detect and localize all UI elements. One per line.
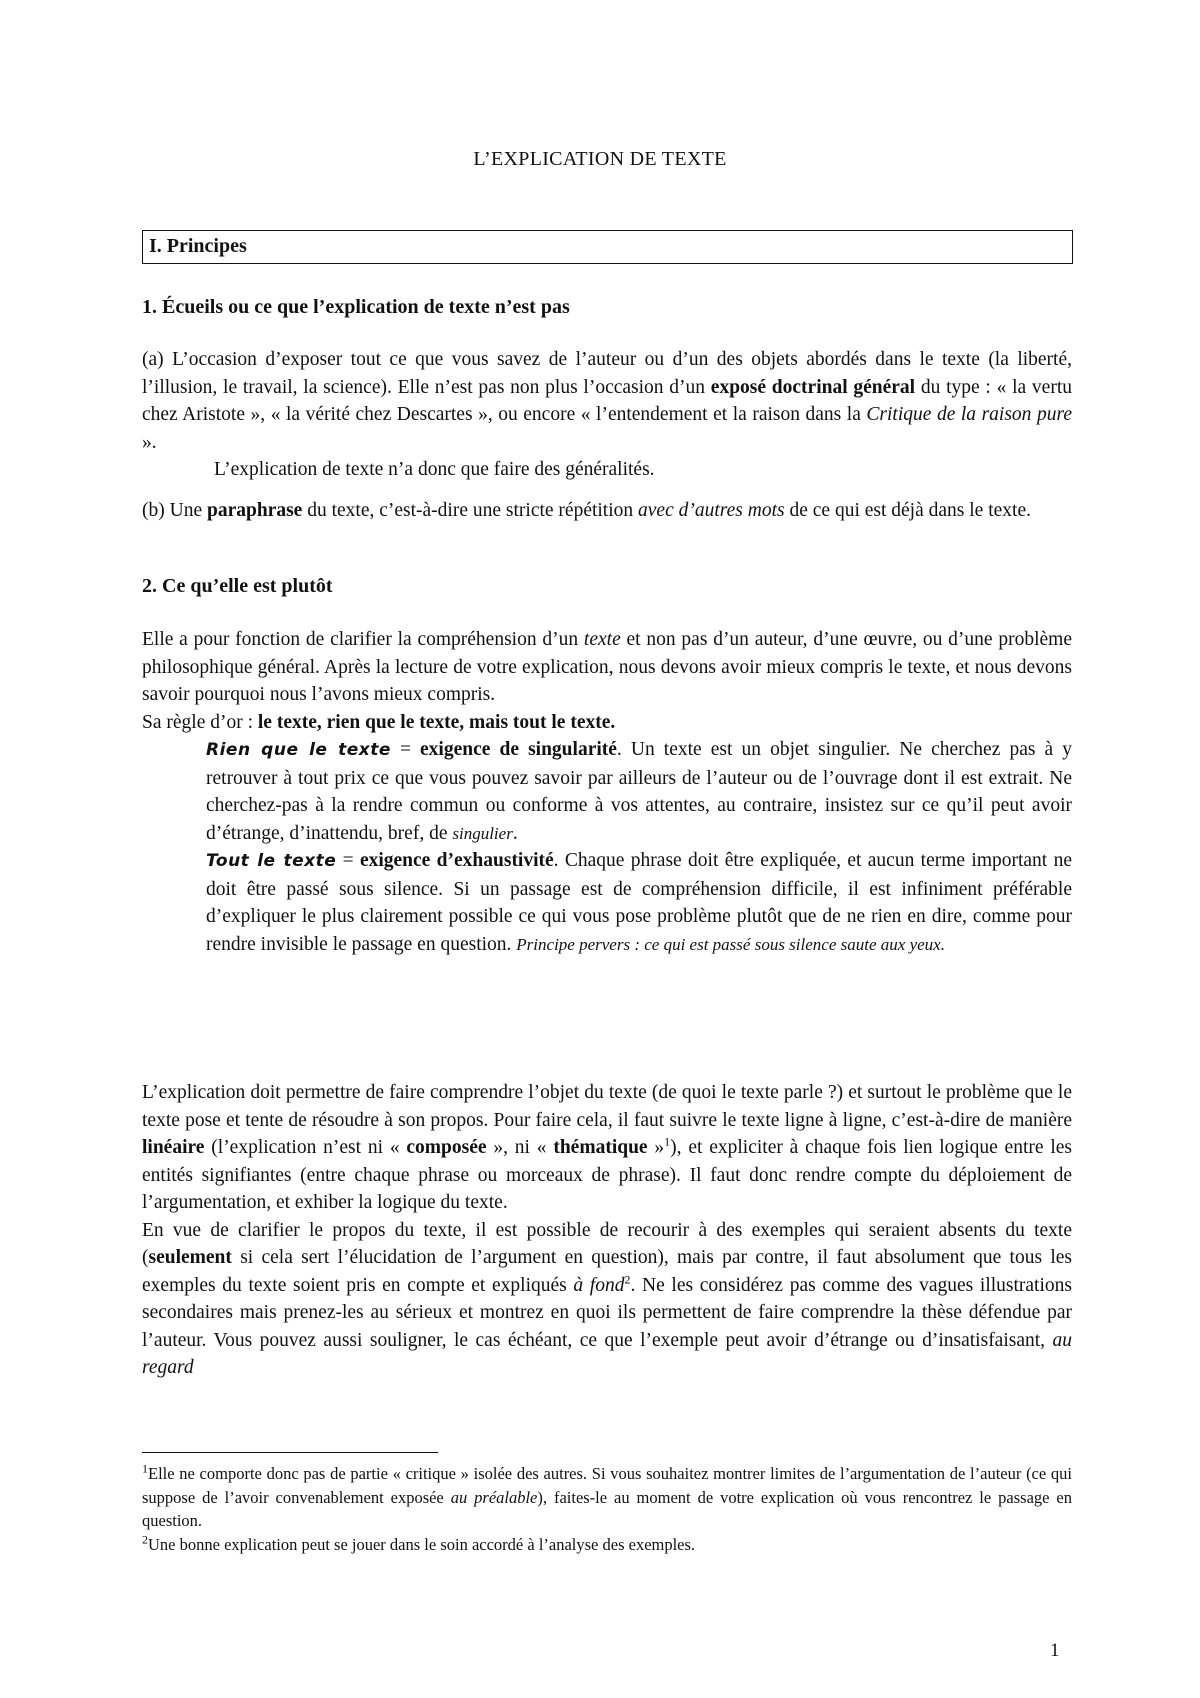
italic-run: au regard xyxy=(142,1329,1072,1378)
italic-run: Critique de la raison pure xyxy=(866,404,1072,425)
italic-run: à fond xyxy=(573,1274,625,1296)
bold-run: exigence de singularité xyxy=(420,739,617,760)
bold-run: paraphrase xyxy=(206,500,303,521)
footnote-separator xyxy=(142,1452,438,1453)
footnote-1 xyxy=(142,1462,1072,1533)
text-run: et non pas d’un auteur, d’une œuvre, ou d’une problème philosophique général. Après la lecture de votre explication, nous devons avoir mieux compris le texte, et nous devons savoir pourquoi nous l’avons mieux compris. xyxy=(142,629,1073,705)
footnote-number: 2 xyxy=(142,1532,148,1546)
text-run: . Chaque phrase doit être expliquée, et aucun terme important ne doit être passé sous silence. Si un passage est de compréhension difficile, il est infiniment préférable d’expliquer le plus clairement possible ce qui vous pose problème plutôt que de ne rien en dire, comme pour rendre invisible le passage en question. xyxy=(206,850,1072,955)
paragraph-linear xyxy=(142,1079,1072,1382)
footnote-number: 1 xyxy=(142,1461,148,1476)
text-run: L’explication doit permettre de faire comprendre l’objet du texte (de quoi le texte parle ?) et surtout le problème que le texte pose et tente de résoudre à son propos. Pour faire cela, il faut suivre le texte ligne à ligne, c’est-à-dire de manière xyxy=(142,1082,1072,1131)
paragraph-b xyxy=(142,497,1072,525)
section-heading: I. Principes xyxy=(149,235,247,257)
text-run: du texte, c’est-à-dire une stricte répétition xyxy=(302,500,639,521)
text-run: ), faites-le au moment de votre explication où vous rencontrez le passage en question. xyxy=(142,1487,1072,1530)
text-run: » xyxy=(647,1137,665,1158)
document-title: L’EXPLICATION DE TEXTE xyxy=(473,148,727,170)
italic-run: avec d’autres mots xyxy=(638,500,785,521)
bold-run: composée xyxy=(406,1137,487,1158)
bold-run: linéaire xyxy=(142,1137,205,1158)
text-run: (b) Une xyxy=(142,500,207,521)
text-run: du type : « la vertu chez Aristote », « la vérité chez Descartes », ou encore « l’entendement et la raison dans la xyxy=(142,376,1072,425)
text-run: si cela sert l’élucidation de l’argument en question), mais par contre, il faut absolument que tous les exemples du texte soient pris en compte et expliqués xyxy=(142,1247,1072,1296)
text-run: = xyxy=(336,850,360,871)
text-run: ». xyxy=(142,431,157,453)
paragraph-examples xyxy=(142,1217,1072,1382)
rule-singularity xyxy=(206,736,1072,847)
text-run: Sa règle d’or : xyxy=(142,711,258,733)
text-run: Elle a pour fonction de clarifier la compréhension d’un xyxy=(142,629,584,650)
italic-run: texte xyxy=(583,629,621,650)
footnote-2 xyxy=(142,1533,1072,1557)
bold-run: le texte, rien que le texte, mais tout le texte. xyxy=(257,711,616,733)
rule-exhaustivity xyxy=(206,847,1072,958)
bold-run: exposé doctrinal général xyxy=(710,376,916,398)
rule-label: Tout le texte xyxy=(206,851,337,871)
paragraph-a-note: L’explication de texte n’a donc que faire des généralités. xyxy=(214,459,655,480)
text-run: . Un texte est un objet singulier. Ne cherchez pas à y retrouver à tout prix ce que vous pouvez savoir par ailleurs de l’auteur ou de l’ouvrage dont il est extrait. Ne cherchez-pas à la rendre commun ou conforme à vos attentes, au contraire, insistez sur ce qu’il peut avoir d’étrange, d’inattendu, bref, de xyxy=(206,739,1073,844)
text-run: », ni « xyxy=(486,1137,554,1158)
footnote-ref-2[interactable]: 2 xyxy=(624,1272,631,1286)
text-run: . Ne les considérez pas comme des vagues illustrations secondaires mais prenez-les au sérieux et montrez en quoi ils permettent de faire comprendre la thèse défendue par l’auteur. Vous pouvez aussi souligner, le cas échéant, ce que l’exemple peut avoir d’étrange ou d’insatisfaisant, xyxy=(142,1274,1072,1351)
bold-run: seulement xyxy=(148,1247,232,1268)
subsection-1-heading: 1. Écueils ou ce que l’explication de texte n’est pas xyxy=(142,296,570,318)
paragraph-function xyxy=(142,626,1072,958)
text-run: (a) L’occasion d’exposer tout ce que vous savez de l’auteur ou d’un des objets abordés dans le texte (la liberté, l’illusion, le travail, la science). Elle n’est pas non plus l’occasion d’un xyxy=(142,349,1072,398)
paragraph-a xyxy=(142,346,1072,484)
text-run: Elle ne comporte donc pas de partie « critique » isolée des autres. Si vous souhaitez montrer limites de l’argumentation de l’auteur (ce qui suppose de l’avoir convenablement exposée xyxy=(142,1464,1072,1507)
rule-label: Rien que le texte xyxy=(206,740,391,760)
italic-run: singulier xyxy=(452,823,513,843)
italic-run: Principe pervers : ce qui est passé sous silence saute aux yeux. xyxy=(516,934,945,954)
text-run: = xyxy=(390,739,421,760)
bold-run: exigence d’exhaustivité xyxy=(359,850,554,871)
text-run: . xyxy=(512,822,518,844)
subsection-2 xyxy=(142,573,1072,601)
footnotes xyxy=(142,1462,1072,1556)
text-run: (l’explication n’est ni « xyxy=(204,1137,407,1158)
text-run: En vue de clarifier le propos du texte, il est possible de recourir à des exemples qui seraient absents du texte ( xyxy=(142,1219,1072,1268)
footnote-ref-1[interactable]: 1 xyxy=(664,1134,671,1149)
text-run: Une bonne explication peut se jouer dans le soin accordé à l’analyse des exemples. xyxy=(148,1534,696,1554)
text-run: ), et expliciter à chaque fois lien logique entre les entités signifiantes (entre chaque phrase ou morceaux de phrase). Il faut donc rendre compte du déploiement de l’argumentation, et exhiber la logique du texte. xyxy=(142,1137,1073,1213)
text-run: de ce qui est déjà dans le texte. xyxy=(784,500,1031,521)
bold-run: thématique xyxy=(553,1137,648,1158)
golden-rule xyxy=(142,709,1072,737)
italic-run: au préalable xyxy=(450,1487,538,1507)
subsection-1 xyxy=(142,294,1072,322)
subsection-2-heading: 2. Ce qu’elle est plutôt xyxy=(142,575,333,597)
page-number: 1 xyxy=(1050,1640,1060,1661)
section-heading-box xyxy=(142,230,1073,264)
